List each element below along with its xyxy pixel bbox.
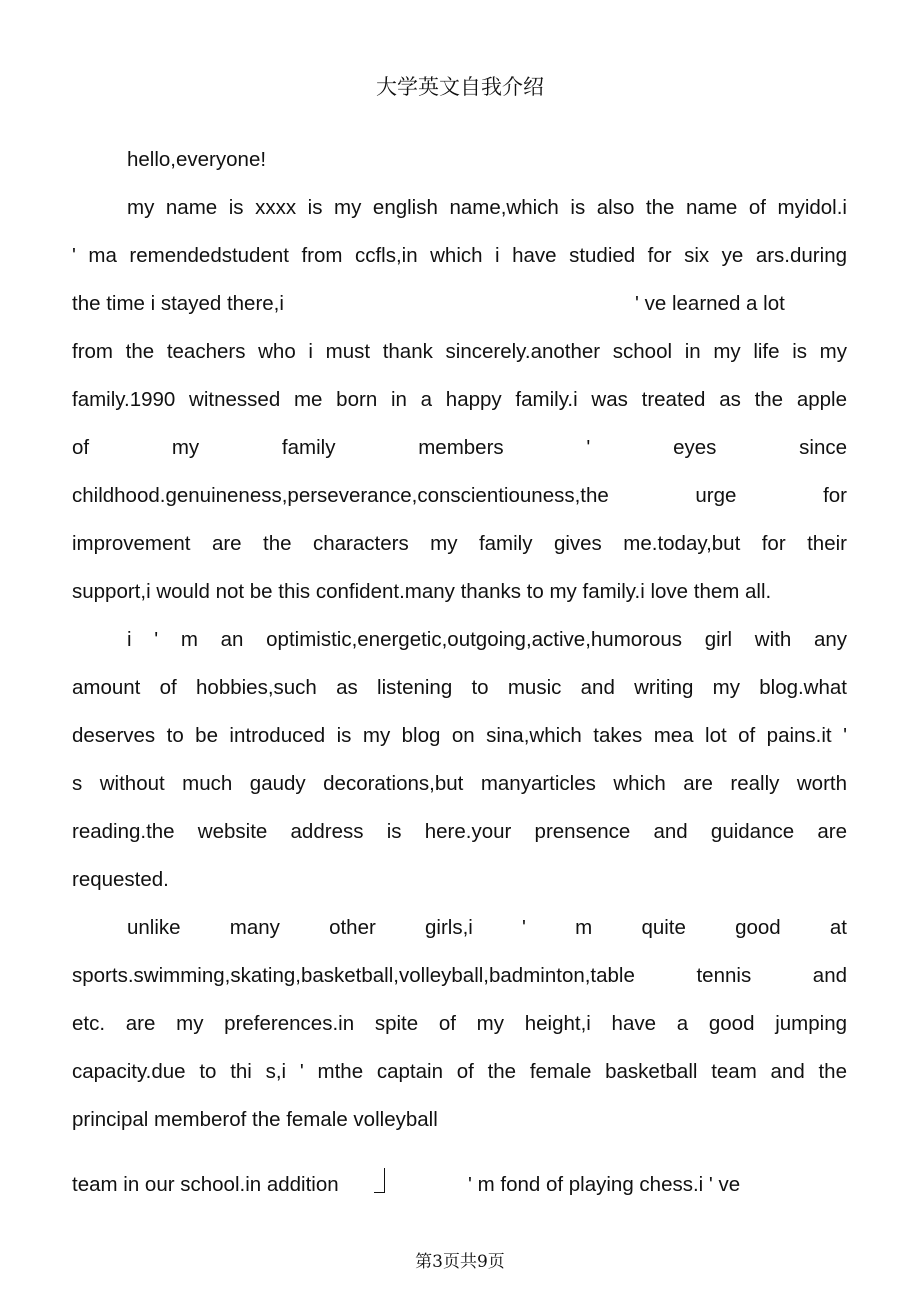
text-line: from the teachers who i must thank sincerely.another school in my life is my	[72, 340, 847, 363]
text-line: deserves to be introduced is my blog on sina,which takes mea lot of pains.it '	[72, 724, 847, 747]
text-line: i ' m an optimistic,energetic,outgoing,active,humorous girl with any	[127, 628, 847, 651]
text-line: principal memberof the female volleyball	[72, 1108, 438, 1131]
text-line: sports.swimming,skating,basketball,volleyball,badminton,table tennis and	[72, 964, 847, 987]
text-line: capacity.due to thi s,i ' mthe captain of the female basketball team and the	[72, 1060, 847, 1083]
text-segment: ' m fond of playing chess.i ' ve	[468, 1173, 741, 1196]
bracket-mark	[374, 1168, 385, 1193]
text-segment: the time i stayed there,i	[72, 292, 284, 315]
text-line: unlike many other girls,i ' m quite good at	[127, 916, 847, 939]
page-title: 大学英文自我介绍	[376, 75, 544, 99]
text-line: requested.	[72, 868, 169, 891]
text-line: amount of hobbies,such as listening to music and writing my blog.what	[72, 676, 847, 699]
text-line: support,i would not be this confident.many thanks to my family.i love them all.	[72, 580, 772, 603]
text-line: ' ma remendedstudent from ccfls,in which i have studied for six ye ars.during	[72, 244, 847, 267]
text-line: family.1990 witnessed me born in a happy family.i was treated as the apple	[72, 388, 847, 411]
text-line: of my family members ' eyes since	[72, 436, 847, 459]
text-segment: ' ve learned a lot	[635, 292, 785, 315]
text-line: my name is xxxx is my english name,which is also the name of myidol.i	[127, 196, 847, 219]
text-line: hello,everyone!	[127, 148, 267, 171]
page-footer: 第3页共9页	[415, 1252, 505, 1272]
text-line: etc. are my preferences.in spite of my height,i have a good jumping	[72, 1012, 847, 1035]
text-line: s without much gaudy decorations,but manyarticles which are really worth	[72, 772, 847, 795]
text-line: childhood.genuineness,perseverance,conscientiouness,the urge for	[72, 484, 847, 507]
text-segment: team in our school.in addition	[72, 1173, 339, 1196]
text-line: improvement are the characters my family gives me.today,but for their	[72, 532, 847, 555]
text-line: reading.the website address is here.your prensence and guidance are	[72, 820, 847, 843]
